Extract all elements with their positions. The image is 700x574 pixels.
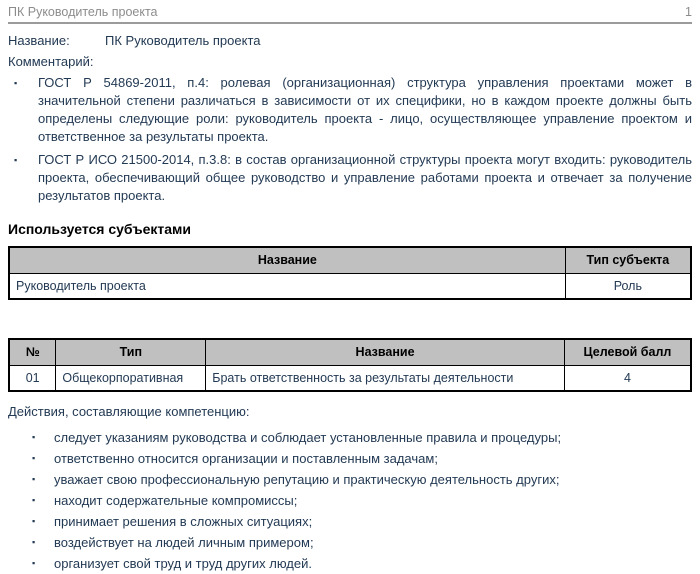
table-cell: Брать ответственность за результаты деятельности	[206, 365, 565, 391]
page-number: 1	[685, 5, 692, 19]
table-row	[9, 365, 691, 391]
table-header-row	[9, 247, 691, 273]
list-item	[32, 427, 692, 448]
bullet-square-icon: ▪	[32, 453, 36, 463]
bullet-square-icon: ▪	[32, 537, 36, 547]
running-header-title: ПК Руководитель проекта	[8, 5, 158, 19]
action-bullet-text: организует свой труд и труд других людей.	[54, 556, 312, 571]
name-value: ПК Руководитель проекта	[105, 33, 261, 48]
spacer	[8, 300, 692, 329]
list-item	[32, 448, 692, 469]
comment-bullet-list	[8, 74, 692, 205]
column-header: Название	[9, 247, 565, 273]
comment-bullet-text: ГОСТ Р 54869-2011, п.4: ролевая (организационная) структура управления проектами может в значительной степени различаться в зависимости от их специфики, но в каждом проекте должны быть определены следующие роли: руководитель проекта - лицо, осуществляющее управление проектом и ответственное за результаты проекта.	[38, 75, 692, 144]
action-bullet-text: находит содержательные компромиссы;	[54, 493, 298, 508]
column-header: Целевой балл	[564, 339, 691, 365]
action-bullet-text: ответственно относится организации и поставленным задачам;	[54, 451, 438, 466]
bullet-square-icon: ▪	[32, 474, 36, 484]
list-item	[32, 532, 692, 553]
action-bullet-text: уважает свою профессиональную репутацию и практическую деятельность других;	[54, 472, 560, 487]
table-cell: Общекорпоративная	[56, 365, 206, 391]
comment-label: Комментарий:	[8, 54, 94, 69]
list-item	[8, 74, 692, 146]
name-row	[8, 33, 692, 48]
bullet-square-icon: ▪	[32, 432, 36, 442]
list-item	[32, 490, 692, 511]
bullet-square-icon: ▪	[14, 78, 18, 88]
competency-table	[8, 338, 692, 392]
list-item	[32, 511, 692, 532]
column-header: Тип	[56, 339, 206, 365]
running-header	[8, 0, 692, 24]
column-header: №	[9, 339, 56, 365]
table-row	[9, 273, 691, 299]
subjects-section-heading: Используется субъектами	[8, 221, 191, 237]
actions-label: Действия, составляющие компетенцию:	[8, 404, 250, 419]
action-bullet-text: следует указаниям руководства и соблюдает установленные правила и процедуры;	[54, 430, 562, 445]
table-cell: 4	[564, 365, 691, 391]
table-cell: Руководитель проекта	[9, 273, 565, 299]
table-cell: Роль	[565, 273, 691, 299]
list-item	[8, 151, 692, 205]
actions-bullet-list	[8, 427, 692, 574]
comment-bullet-text: ГОСТ Р ИСО 21500-2014, п.3.8: в состав организационной структуры проекта могут входить: руководитель проекта, обеспечивающий общее руководство и управление работами проекта и отвечает за получение результатов проекта.	[38, 152, 692, 203]
table-header-row	[9, 339, 691, 365]
list-item	[32, 469, 692, 490]
action-bullet-text: принимает решения в сложных ситуациях;	[54, 514, 313, 529]
bullet-square-icon: ▪	[14, 155, 18, 165]
bullet-square-icon: ▪	[32, 558, 36, 568]
bullet-square-icon: ▪	[32, 516, 36, 526]
list-item	[32, 553, 692, 574]
column-header: Тип субъекта	[565, 247, 691, 273]
action-bullet-text: воздействует на людей личным примером;	[54, 535, 314, 550]
name-label: Название:	[8, 33, 70, 48]
bullet-square-icon: ▪	[32, 495, 36, 505]
subjects-table	[8, 246, 692, 300]
column-header: Название	[206, 339, 565, 365]
table-cell: 01	[9, 365, 56, 391]
